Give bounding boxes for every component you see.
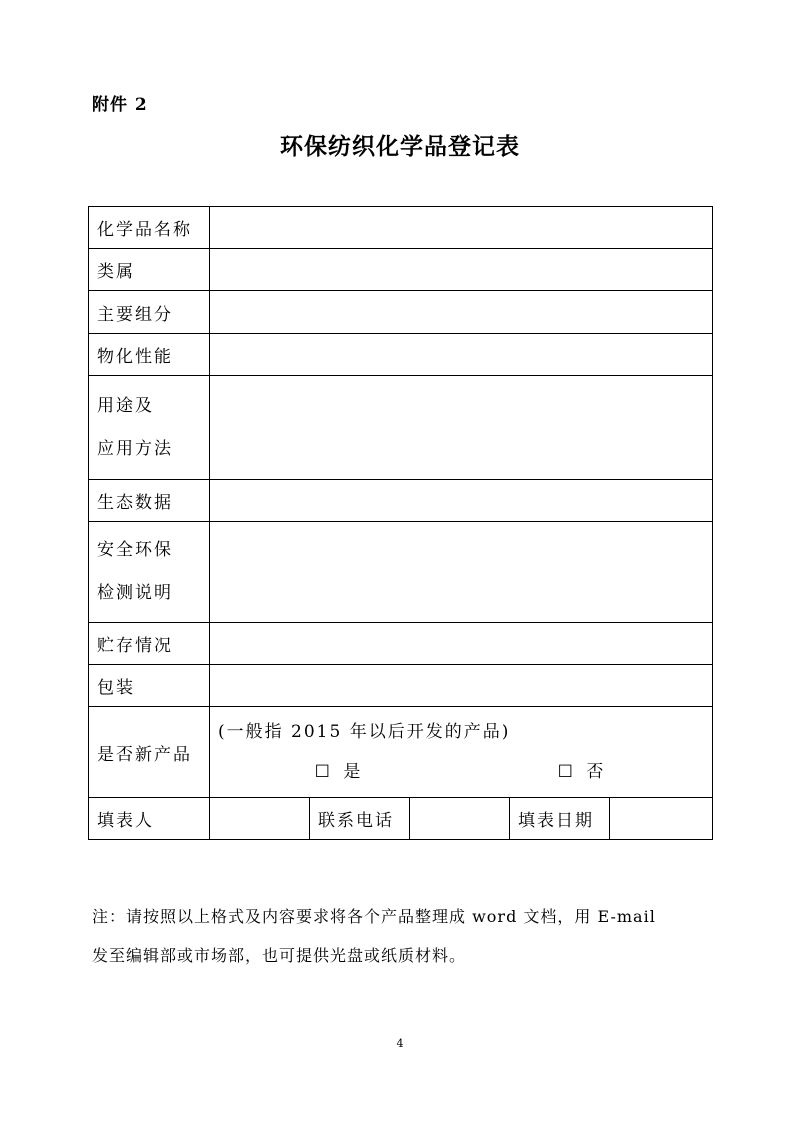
chemical-name-field[interactable] [210,207,713,249]
table-row [89,707,713,798]
submission-note [92,897,717,975]
properties-field[interactable] [210,334,713,376]
note-line-1: 注：请按照以上格式及内容要求将各个产品整理成 word 文档，用 E-mail [92,907,656,926]
row-label-eco-data: 生态数据 [89,480,210,522]
safety-field[interactable] [210,522,713,623]
category-field[interactable] [210,249,713,291]
safety-label-line1: 安全环保 [97,540,173,560]
table-row [89,665,713,707]
table-row [89,480,713,522]
form-title: 环保纺织化学品登记表 [280,133,520,160]
row-label-new-product: 是否新产品 [89,707,210,798]
new-product-no-checkbox[interactable]: ☐ 否 [557,761,608,782]
date-label: 填表日期 [510,798,610,840]
phone-field[interactable] [410,798,510,840]
table-row [89,623,713,665]
phone-label: 联系电话 [310,798,410,840]
table-row [89,207,713,249]
filler-field[interactable] [210,798,310,840]
row-label-storage: 贮存情况 [89,623,210,665]
table-row [89,522,713,623]
new-product-yes-checkbox[interactable]: ☐ 是 [314,761,365,782]
eco-data-field[interactable] [210,480,713,522]
row-label-packaging: 包装 [89,665,210,707]
row-label-safety [89,522,210,623]
date-field[interactable] [610,798,713,840]
row-label-properties: 物化性能 [89,334,210,376]
table-row [89,291,713,334]
usage-field[interactable] [210,376,713,480]
row-label-chemical-name: 化学品名称 [89,207,210,249]
usage-label-line2: 应用方法 [97,438,173,459]
note-line-2: 发至编辑部或市场部，也可提供光盘或纸质材料。 [92,946,467,965]
row-label-category: 类属 [89,249,210,291]
main-components-field[interactable] [210,291,713,334]
safety-label-line2: 检测说明 [97,583,173,603]
table-row [89,798,713,840]
storage-field[interactable] [210,623,713,665]
filler-label: 填表人 [89,798,210,840]
usage-label-line1: 用途及 [97,395,154,416]
row-label-usage [89,376,210,480]
table-row [89,376,713,480]
row-label-main-components: 主要组分 [89,291,210,334]
new-product-note: (一般指 2015 年以后开发的产品) [218,721,511,742]
registration-table [88,206,713,840]
attachment-label: 附件 2 [92,95,148,115]
table-row [89,249,713,291]
page-number: 4 [396,1037,404,1050]
packaging-field[interactable] [210,665,713,707]
new-product-cell [210,707,713,798]
table-row [89,334,713,376]
